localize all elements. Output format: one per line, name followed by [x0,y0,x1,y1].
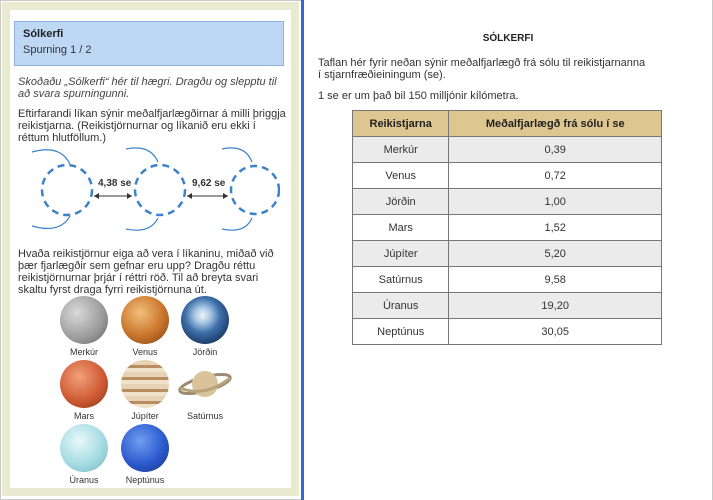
planet-cell: Venus [353,163,449,189]
planet-mars[interactable]: Mars [54,360,114,421]
drop-zone-3[interactable] [231,166,279,214]
planet-cell: Neptúnus [353,319,449,345]
planet-model-diagram [30,144,280,234]
drop-zone-2[interactable] [135,165,185,215]
distance-label-2: 9,62 se [192,178,226,189]
column-header-planet: Reikistjarna [353,111,449,137]
question-counter: Spurning 1 / 2 [23,44,92,56]
planet-cell: Úranus [353,293,449,319]
mars-icon [60,360,108,408]
distance-table [352,110,662,345]
stimulus-title: SÓLKERFI [482,33,534,44]
question-title: Sólkerfi [23,28,64,40]
mercury-icon [60,296,108,344]
venus-icon [121,296,169,344]
question-header [14,21,284,66]
column-header-distance: Meðalfjarlægð frá sólu í se [449,111,662,137]
planet-cell: Merkúr [353,137,449,163]
planet-cell: Jörðin [353,189,449,215]
question-text: Hvaða reikistjörnur eiga að vera í líkaninu, miðað við þær fjarlægðir sem gefnar eru upp? Dragðu réttu reikistjörnurnar þrjár í réttri röð. Til að breyta svari skaltu fyrst draga fyrri reikistjörnuna út. [18,248,274,296]
planet-neptunus[interactable]: Neptúnus [115,424,175,485]
planet-merkur[interactable]: Merkúr [54,296,114,357]
table-header-row [353,111,662,137]
planet-cell: Júpíter [353,241,449,267]
planet-venus[interactable]: Venus [115,296,175,357]
stimulus-pane [304,0,712,500]
stimulus-description: Taflan hér fyrir neðan sýnir meðalfjarlægð frá sólu til reikistjarnanna í stjarnfræðieiningum (se). [318,57,646,81]
table-row [353,189,662,215]
orbit-arc [222,218,252,230]
planet-saturnus[interactable]: Satúrnus [175,360,235,421]
saturn-icon [177,360,233,408]
orbit-arc [126,148,158,162]
planet-jordin[interactable]: Jörðin [175,296,235,357]
stimulus-note: 1 se er um það bil 150 milljónir kílómetra. [318,90,519,102]
distance-cell: 0,72 [449,163,662,189]
planet-uranus[interactable]: Úranus [54,424,114,485]
planet-cell: Satúrnus [353,267,449,293]
orbit-arc [32,216,70,228]
instruction-text: Skoðaðu „Sólkerfi“ hér til hægri. Dragðu og slepptu til að svara spurningunni. [18,76,277,100]
table-row [353,163,662,189]
question-content [10,10,291,488]
table-row [353,267,662,293]
distance-cell: 1,52 [449,215,662,241]
orbit-arc [32,150,70,164]
distance-cell: 19,20 [449,293,662,319]
distance-cell: 9,58 [449,267,662,293]
distance-cell: 5,20 [449,241,662,267]
table-row [353,319,662,345]
planet-jupiter[interactable]: Júpíter [115,360,175,421]
table-row [353,137,662,163]
jupiter-icon [121,360,169,408]
earth-icon [181,296,229,344]
distance-label-1: 4,38 se [98,178,132,189]
intro-text: Eftirfarandi líkan sýnir meðalfjarlægðirnar á milli þriggja reikistjarna. (Reikistjörnurnar og líkanið eru ekki í réttum hlutföllum.) [18,108,286,144]
table-row [353,241,662,267]
table-row [353,293,662,319]
uranus-icon [60,424,108,472]
neptune-icon [121,424,169,472]
distance-cell: 30,05 [449,319,662,345]
question-pane [2,2,299,496]
drop-zone-1[interactable] [42,165,92,215]
orbit-arc [222,148,252,162]
planet-cell: Mars [353,215,449,241]
table-row [353,215,662,241]
distance-cell: 0,39 [449,137,662,163]
distance-cell: 1,00 [449,189,662,215]
orbit-arc [126,218,158,230]
diagram-svg [30,144,280,234]
